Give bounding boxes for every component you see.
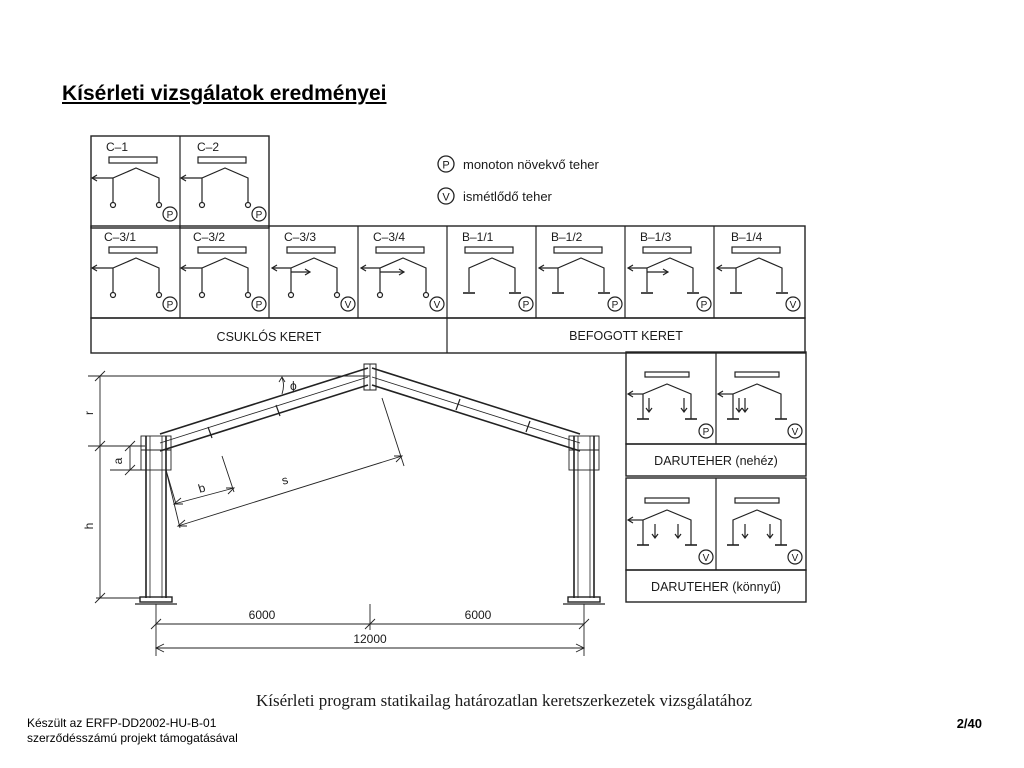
vertical-dimensions xyxy=(88,371,370,603)
angle-phi xyxy=(279,377,285,394)
load-symbol-c-3-1: P xyxy=(166,300,174,311)
legend-text-cyclic: ismétlődő teher xyxy=(463,189,552,204)
dim-label-span-right: 6000 xyxy=(464,608,492,622)
specimen-label-c-3-3: C–3/3 xyxy=(284,230,317,244)
figure-caption: Kísérleti program statikailag határozatlan keretszerkezetek vizsgálatához xyxy=(255,691,753,710)
right-column xyxy=(563,436,605,604)
left-rafter xyxy=(160,368,368,451)
load-symbol-b-1-2: P xyxy=(611,300,619,311)
specimen-label-c-3-4: C–3/4 xyxy=(373,230,406,244)
specimen-label-c-3-1: C–3/1 xyxy=(104,230,137,244)
specimen-c-2 xyxy=(181,140,266,221)
rafter-dimensions xyxy=(166,398,404,528)
specimen-c-3-2 xyxy=(181,230,266,311)
load-symbol-c-3-4: V xyxy=(433,300,441,311)
legend-symbol-p: P xyxy=(442,159,450,172)
dim-label-h: h xyxy=(82,522,96,530)
specimen-c-3-3 xyxy=(272,230,355,311)
specimen-b-1-4 xyxy=(717,230,800,311)
right-rafter xyxy=(372,368,580,451)
load-symbol-crane-heavy-2: V xyxy=(791,427,799,438)
load-symbol-c-3-3: V xyxy=(344,300,352,311)
crane-heavy-specimen-1 xyxy=(628,372,713,438)
load-symbol-crane-light-1: V xyxy=(702,553,710,564)
legend xyxy=(438,156,600,204)
band-label-hinged: CSUKLÓS KERET xyxy=(216,330,322,344)
legend-item-monotonic xyxy=(438,156,600,172)
dim-label-a: a xyxy=(111,457,125,465)
footer-credit xyxy=(27,716,238,746)
specimen-label-c-2: C–2 xyxy=(197,140,220,154)
dim-label-b: b xyxy=(196,480,208,496)
specimen-label-b-1-3: B–1/3 xyxy=(640,230,672,244)
specimen-label-b-1-1: B–1/1 xyxy=(462,230,494,244)
dim-label-span-left: 6000 xyxy=(248,608,276,622)
specimen-c-3-4 xyxy=(361,230,444,311)
dim-label-span-total: 12000 xyxy=(353,632,387,646)
load-symbol-b-1-3: P xyxy=(700,300,708,311)
page-number: 2/40 xyxy=(956,716,982,731)
dim-label-r: r xyxy=(82,411,96,415)
load-symbol-crane-light-2: V xyxy=(791,553,799,564)
load-symbol-c-1: P xyxy=(166,210,174,221)
specimen-label-c-3-2: C–3/2 xyxy=(193,230,226,244)
left-column xyxy=(135,436,177,604)
legend-item-cyclic xyxy=(438,188,553,204)
slide-title: Kísérleti vizsgálatok eredményei xyxy=(62,82,387,105)
dim-label-phi: ϕ xyxy=(290,379,297,393)
span-dimensions xyxy=(151,604,589,656)
frame-drawing xyxy=(82,364,605,656)
band-label-crane-heavy: DARUTEHER (nehéz) xyxy=(654,454,778,468)
legend-text-monotonic: monoton növekvő teher xyxy=(463,157,599,172)
load-symbol-b-1-1: P xyxy=(522,300,530,311)
specimen-label-c-1: C–1 xyxy=(106,140,129,154)
dim-label-s: s xyxy=(279,472,290,488)
load-symbol-c-3-2: P xyxy=(255,300,263,311)
footer-line-2: szerződésszámú projekt támogatásával xyxy=(27,731,238,745)
specimen-label-b-1-2: B–1/2 xyxy=(551,230,583,244)
crane-heavy-panel xyxy=(626,352,806,476)
crane-light-specimen-2 xyxy=(727,498,802,564)
specimen-b-1-3 xyxy=(628,230,711,311)
band-row xyxy=(91,318,805,353)
footer-line-1: Készült az ERFP-DD2002-HU-B-01 xyxy=(27,716,217,730)
load-symbol-b-1-4: V xyxy=(789,300,797,311)
specimen-c-1 xyxy=(92,140,177,221)
band-label-crane-light: DARUTEHER (könnyű) xyxy=(651,580,781,594)
crane-light-panel xyxy=(626,478,806,602)
load-symbol-crane-heavy-1: P xyxy=(702,427,710,438)
specimen-b-1-1 xyxy=(462,230,533,311)
load-symbol-c-2: P xyxy=(255,210,263,221)
crane-heavy-specimen-2 xyxy=(718,372,802,438)
specimen-b-1-2 xyxy=(539,230,622,311)
specimen-label-b-1-4: B–1/4 xyxy=(731,230,763,244)
band-label-fixed: BEFOGOTT KERET xyxy=(569,329,683,343)
crane-light-specimen-1 xyxy=(628,498,713,564)
specimen-c-3-1 xyxy=(92,230,177,311)
legend-symbol-v: V xyxy=(442,191,450,204)
